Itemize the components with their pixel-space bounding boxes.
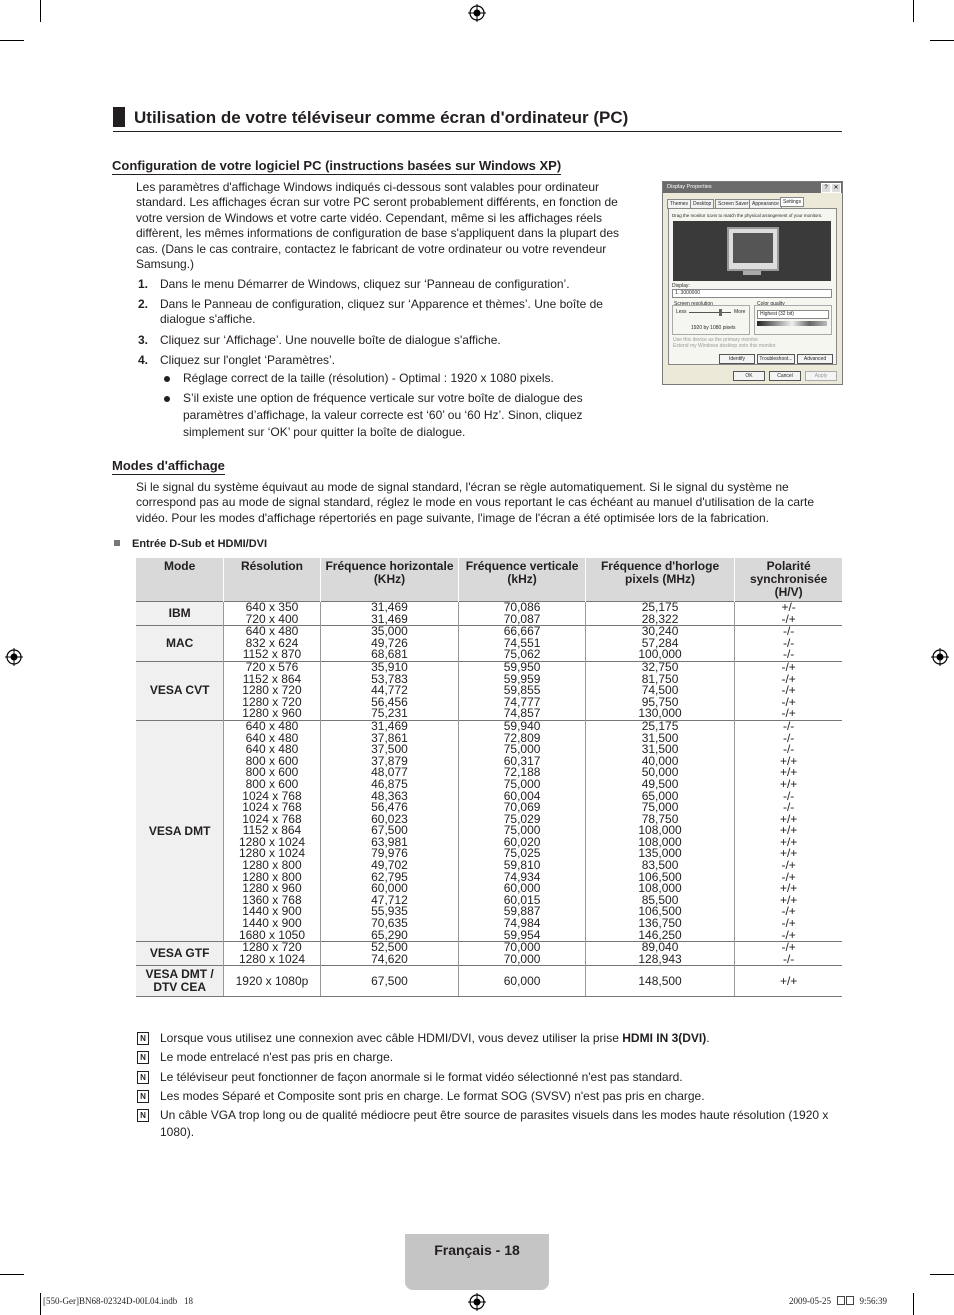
table-cell-mode: VESA DMT: [136, 720, 224, 941]
tab-settings[interactable]: Settings: [780, 197, 804, 207]
help-button[interactable]: ?: [821, 183, 831, 193]
crop-mark: [40, 1293, 41, 1315]
table-cell-h: 35,910 53,783 44,772 56,456 75,231: [320, 661, 459, 720]
crop-mark: [930, 40, 954, 41]
registration-mark-icon: [5, 648, 23, 666]
registration-mark-icon: [468, 4, 486, 22]
table-label: Entrée D-Sub et HDMI/DVI: [114, 538, 267, 550]
table-cell-clk: 32,750 81,750 74,500 95,750 130,000: [585, 661, 734, 720]
table-cell-res: 720 x 576 1152 x 864 1280 x 720 1280 x 720 1280 x 960: [224, 661, 320, 720]
print-date: 2009-05-25 9:56:39: [789, 1296, 888, 1306]
dialog-titlebar: Display Properties: [663, 182, 842, 193]
display-select[interactable]: 1. 3000000: [672, 289, 832, 298]
table-cell-clk: 25,175 28,322: [585, 602, 734, 626]
subsection-heading-config: Configuration de votre logiciel PC (instructions basées sur Windows XP): [112, 158, 562, 173]
note-icon: N: [137, 1051, 149, 1064]
table-cell-h: 52,500 74,620: [320, 942, 459, 966]
crop-mark: [930, 1274, 954, 1275]
column-header: Fréquence verticale (kHz): [459, 558, 586, 602]
tab-themes[interactable]: Themes: [667, 199, 691, 209]
column-header: Polarité synchronisée (H/V): [735, 558, 842, 602]
column-header: Mode: [136, 558, 224, 602]
table-cell-v: 59,950 59,959 59,855 74,777 74,857: [459, 661, 586, 720]
table-row: [136, 602, 842, 626]
table-cell-mode: IBM: [136, 602, 224, 626]
registration-mark-icon: [931, 648, 949, 666]
table-cell-pol: -/+ -/-: [735, 942, 842, 966]
page-footer-tab: [405, 1234, 549, 1290]
crop-mark: [913, 0, 914, 22]
settings-pane: Drag the monitor icons to match the physical arrangement of your monitors. Display: 1. 3000000 Screen resolution Less More 1920 by 1080 pixels Color quality Highest (32 bit) Use this device as the primary monitor. Extend my Windows desktop onto this monitor. Identify Troubleshoot... Advanced: [668, 208, 837, 365]
table-cell-clk: 25,175 31,500 31,500 40,000 50,000 49,500 65,000 75,000 78,750 108,000 108,000 135,000 83,500 106,500 108,000 85,500 106,500 136,750 146,250: [585, 720, 734, 941]
display-properties-dialog: [662, 181, 843, 385]
table-cell-v: 70,000 70,000: [459, 942, 586, 966]
primary-monitor-checkbox[interactable]: Use this device as the primary monitor.: [673, 337, 760, 343]
section-title: Utilisation de votre téléviseur comme écran d'ordinateur (PC): [113, 107, 842, 132]
table-cell-v: 60,000: [459, 966, 586, 997]
cancel-button[interactable]: Cancel: [769, 371, 801, 381]
color-bar: [757, 321, 827, 326]
table-cell-pol: +/- -/+: [735, 602, 842, 626]
table-cell-clk: 89,040 128,943: [585, 942, 734, 966]
tab-screen-saver[interactable]: Screen Saver: [715, 199, 751, 209]
table-cell-mode: MAC: [136, 626, 224, 662]
bullet-icon: [164, 376, 170, 382]
color-quality-select[interactable]: Highest (32 bit): [757, 310, 829, 319]
crop-mark: [0, 1274, 24, 1275]
display-modes-table: [136, 558, 842, 997]
monitor-icon[interactable]: [727, 227, 779, 271]
extend-desktop-checkbox[interactable]: Extend my Windows desktop onto this monitor.: [673, 343, 777, 349]
page-number: Français - 18: [434, 1242, 520, 1258]
identify-button[interactable]: Identify: [719, 354, 755, 364]
note-icon: N: [137, 1032, 149, 1045]
table-header-row: [136, 558, 842, 602]
monitor-area: [673, 221, 831, 281]
table-cell-mode: VESA GTF: [136, 942, 224, 966]
table-cell-clk: 30,240 57,284 100,000: [585, 626, 734, 662]
file-info: [550-Ger]BN68-02324D-00L04.indb 18: [43, 1296, 193, 1306]
column-header: Résolution: [224, 558, 320, 602]
table-cell-h: 31,469 37,861 37,500 37,879 48,077 46,875 48,363 56,476 60,023 67,500 63,981 79,976 49,702 62,795 60,000 47,712 55,935 70,635 65,290: [320, 720, 459, 941]
tab-appearance[interactable]: Appearance: [749, 199, 782, 209]
table-cell-res: 640 x 480 832 x 624 1152 x 870: [224, 626, 320, 662]
apply-button[interactable]: Apply: [805, 371, 837, 381]
crop-mark: [913, 1293, 914, 1315]
table-cell-res: 1280 x 720 1280 x 1024: [224, 942, 320, 966]
table-cell-mode: VESA DMT / DTV CEA: [136, 966, 224, 997]
table-cell-h: 35,000 49,726 68,681: [320, 626, 459, 662]
table-cell-res: 640 x 350 720 x 400: [224, 602, 320, 626]
advanced-button[interactable]: Advanced: [797, 354, 833, 364]
config-intro: Les paramètres d'affichage Windows indiqués ci-dessous sont valables pour ordinateur standard. Les affichages écran sur votre PC seront probablement différents, en fonction de votre version de Windows et votre carte vidéo. Cependant, même si les affichages réels diffèrent, les mêmes informations de configuration de base s'appliquent dans la plupart des cas. (Dans le cas contraire, contactez le fabricant de votre ordinateur ou votre revendeur Samsung.): [136, 180, 620, 272]
subsection-heading-modes: Modes d'affichage: [112, 458, 225, 473]
table-row: [136, 942, 842, 966]
table-cell-v: 59,940 72,809 75,000 60,317 72,188 75,000 60,004 70,069 75,029 75,000 60,020 75,025 59,810 74,934 60,000 60,015 59,887 74,984 59,954: [459, 720, 586, 941]
modes-intro: Si le signal du système équivaut au mode de signal standard, l'écran se règle automatiquement. Si le signal du système ne correspond pas au mode de signal standard, réglez le mode en vous reportant le cas échéant au manuel d'utilisation de la carte vidéo. Pour les modes d'affichage répertoriés en page suivante, l'image de l'écran a été optimisée lors de la fabrication.: [136, 480, 815, 525]
troubleshoot-button[interactable]: Troubleshoot...: [757, 354, 795, 364]
table-row: [136, 966, 842, 997]
square-bullet-icon: [114, 540, 120, 546]
table-row: [136, 626, 842, 662]
table-cell-pol: -/- -/- -/- +/+ +/+ +/+ -/- -/- +/+ +/+ +/+ +/+ -/+ -/+ +/+ +/+ -/+ -/+ -/+: [735, 720, 842, 941]
tab-desktop[interactable]: Desktop: [690, 199, 714, 209]
table-cell-res: 1920 x 1080p: [224, 966, 320, 997]
crop-mark: [0, 40, 24, 41]
table-cell-h: 31,469 31,469: [320, 602, 459, 626]
table-cell-mode: VESA CVT: [136, 661, 224, 720]
bullet-icon: [164, 396, 170, 402]
column-header: Fréquence horizontale (KHz): [320, 558, 459, 602]
table-cell-h: 67,500: [320, 966, 459, 997]
resolution-slider[interactable]: [689, 312, 731, 313]
table-cell-pol: -/+ -/+ -/+ -/+ -/+: [735, 661, 842, 720]
note-icon: N: [137, 1071, 149, 1084]
close-button[interactable]: ✕: [831, 183, 841, 193]
crop-mark: [40, 0, 41, 22]
table-cell-clk: 148,500: [585, 966, 734, 997]
table-cell-v: 66,667 74,551 75,062: [459, 626, 586, 662]
table-cell-res: 640 x 480 640 x 480 640 x 480 800 x 600 800 x 600 800 x 600 1024 x 768 1024 x 768 1024 x 768 1152 x 864 1280 x 1024 1280 x 1024 1280 x 800 1280 x 800 1280 x 960 1360 x 768 1440 x 900 1440 x 900 1680 x 1050: [224, 720, 320, 941]
note-icon: N: [137, 1090, 149, 1103]
note-icon: N: [137, 1109, 149, 1122]
table-cell-v: 70,086 70,087: [459, 602, 586, 626]
table-cell-pol: +/+: [735, 966, 842, 997]
table-cell-pol: -/- -/- -/-: [735, 626, 842, 662]
title-bar-icon: [113, 107, 125, 127]
column-header: Fréquence d'horloge pixels (MHz): [585, 558, 734, 602]
registration-mark-icon: [468, 1293, 486, 1311]
table-row: [136, 661, 842, 720]
ok-button[interactable]: OK: [733, 371, 765, 381]
table-row: [136, 720, 842, 941]
